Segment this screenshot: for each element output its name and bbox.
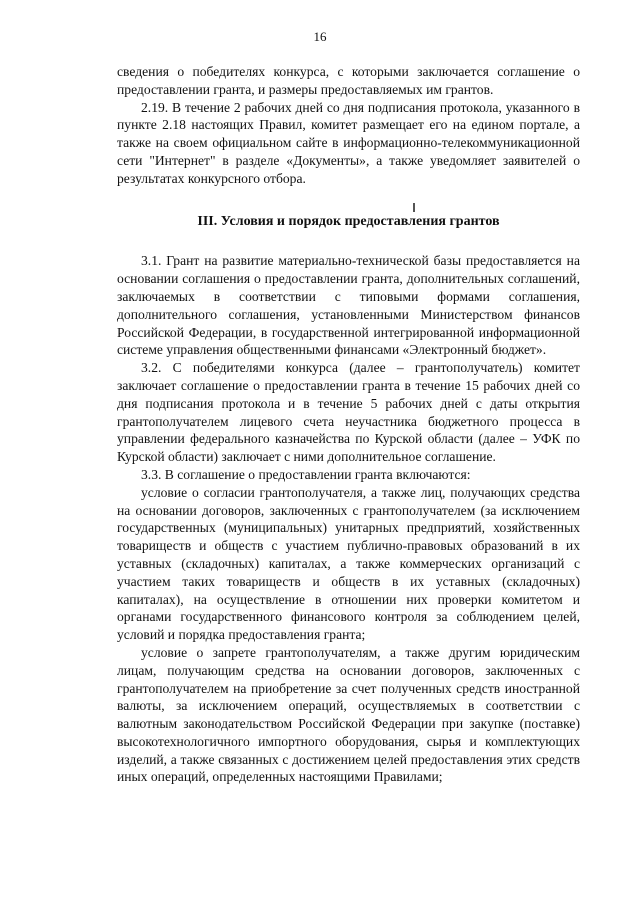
paragraph-consent-condition: условие о согласии грантополучателя, а также лиц, получающих средства на основании договоров, заключенных с грантополучателем (за исключением государственных (муниципальных) унитарных предприятий, хозяйственных товариществ и обществ с участием публично-правовых образований в их уставных (складочных) капиталах, а также коммерческих организаций с участием таких товариществ и обществ в их уставных (складочных) капиталах), на осуществление в отношении них проверки комитетом и органами государственного финансового контроля за соблюдением целей, условий и порядка предоставления гранта; xyxy=(117,484,580,643)
document-body xyxy=(117,63,580,786)
paragraph-currency-prohibition: условие о запрете грантополучателям, а также другим юридическим лицам, получающим средства на основании договоров, заключенных с грантополучателем на приобретение за счет полученных средств иностранной валюты, за исключением операций, осуществляемых в соответствии с валютным законодательством Российской Федерации при закупке (поставке) высокотехнологичного импортного оборудования, сырья и комплектующих изделий, а также связанных с достижением целей предоставления этих средств иных операций, определенных настоящими Правилами; xyxy=(117,644,580,785)
paragraph-3-3: 3.3. В соглашение о предоставлении гранта включаются: xyxy=(141,466,471,482)
page-number: 16 xyxy=(313,29,327,44)
paragraph-3-1: 3.1. Грант на развитие материально-технической базы предоставляется на основании соглашения о предоставлении гранта, дополнительных соглашений, заключаемых в соответствии с типовыми формами соглашения, дополнительного соглашения, установленными Министерством финансов Российской Федерации, в государственной интегрированной информационной системе управления общественными финансами «Электронный бюджет». xyxy=(117,253,580,358)
paragraph-winners-info: сведения о победителях конкурса, с которыми заключается соглашение о предоставлении гранта, и размеры предоставляемых им грантов. xyxy=(117,64,580,97)
paragraph-2-19: 2.19. В течение 2 рабочих дней со дня подписания протокола, указанного в пункте 2.18 настоящих Правил, комитет размещает его на едином портале, а также на своем официальном сайте в информационно-телекоммуникационной сети "Интернет" в разделе «Документы», а также уведомляет заявителей о результатах конкурсного отбора. xyxy=(117,99,580,186)
section-heading: III. Условия и порядок предоставления грантов xyxy=(197,213,500,229)
paragraph-3-2: 3.2. С победителями конкурса (далее – грантополучатель) комитет заключает соглашение о предоставлении гранта в течение 15 рабочих дней со дня подписания протокола и в течение 5 рабочих дней с даты открытия грантополучателем лицевого счета неучастника бюджетного процесса в управлении федерального казначейства по Курской области (далее – УФК по Курской области) заключает с ними дополнительное соглашение. xyxy=(117,360,580,465)
